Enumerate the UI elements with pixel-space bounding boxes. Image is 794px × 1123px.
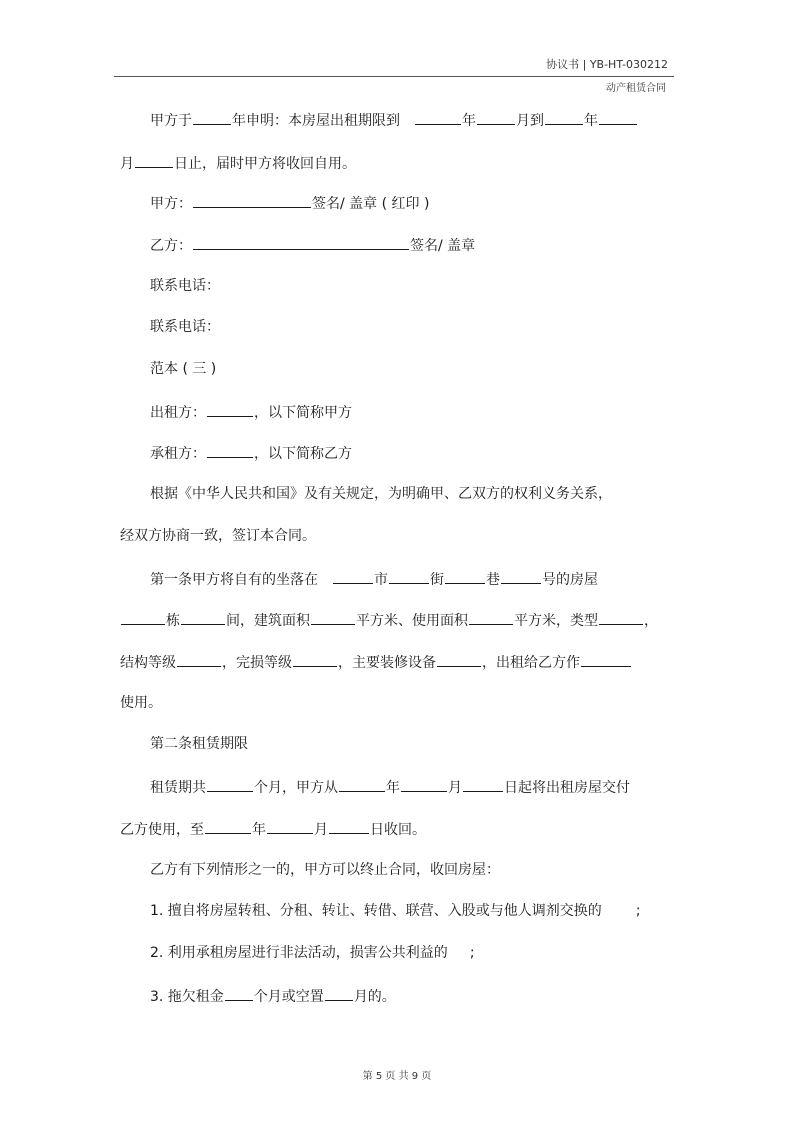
blank-field — [311, 610, 355, 625]
footer-text: 页 共 — [385, 1071, 409, 1082]
header-label: 协议书 — [546, 58, 580, 71]
text-segment: 月 — [120, 156, 134, 172]
blank-field — [121, 610, 165, 625]
blank-field — [177, 652, 221, 667]
text-segment: 甲方： — [150, 196, 192, 212]
text-segment: 栋 — [166, 613, 180, 629]
text-segment: 个月，甲方从 — [254, 780, 338, 796]
blank-field — [339, 777, 385, 792]
blank-field — [325, 986, 353, 1001]
text-segment: 个月或空置 — [253, 989, 324, 1005]
footer-text: 第 — [362, 1071, 373, 1082]
blank-field — [545, 110, 583, 125]
text-line — [150, 402, 352, 422]
text-segment: ，以下简称乙方 — [254, 446, 352, 462]
blank-field — [329, 819, 369, 834]
blank-field — [267, 819, 313, 834]
blank-field — [333, 569, 373, 584]
text-segment: 巷 — [486, 572, 500, 588]
text-segment: ; — [635, 903, 641, 919]
text-line — [120, 610, 658, 630]
text-segment: 2. 利用承租房屋进行非法活动，损害公共利益的 — [150, 945, 448, 961]
paragraph-line: 乙方有下列情形之一的，甲方可以终止合同，收回房屋： — [150, 862, 500, 878]
text-segment: 月的。 — [353, 989, 396, 1005]
text-segment: 街 — [430, 572, 444, 588]
contact-label: 联系电话： — [150, 278, 220, 294]
text-line — [150, 944, 475, 962]
text-segment: 月 — [448, 780, 462, 796]
text-segment: 月 — [314, 822, 328, 838]
text-segment: ，以下简称甲方 — [254, 405, 352, 421]
text-segment: 乙方使用，至 — [120, 822, 204, 838]
text-segment: ， — [644, 613, 658, 629]
text-segment: 第一条甲方将自有的坐落在 — [150, 572, 318, 588]
text-segment: 市 — [374, 572, 388, 588]
total-page-count: 9 — [411, 1071, 419, 1082]
text-line — [150, 443, 352, 463]
text-line — [150, 110, 638, 130]
blank-field — [463, 777, 503, 792]
text-segment: 年 — [462, 113, 476, 129]
section-title: 范本 ( 三 ) — [150, 361, 217, 377]
text-line — [150, 569, 598, 589]
text-segment: ，出租给乙方作 — [482, 655, 580, 671]
blank-field — [293, 652, 337, 667]
text-segment: 年 — [386, 780, 400, 796]
blank-field — [207, 443, 253, 458]
contact-label: 联系电话： — [150, 319, 220, 335]
text-segment: 3. 拖欠租金 — [150, 989, 224, 1005]
text-segment: 结构等级 — [120, 655, 176, 671]
blank-field — [181, 610, 225, 625]
text-segment: 1. 擅自将房屋转租、分租、转让、转借、联营、入股或与他人调剂交换的 — [150, 903, 602, 919]
blank-field — [193, 235, 409, 250]
header-code — [546, 56, 668, 72]
header-divider — [114, 76, 674, 77]
document-code: YB-HT-030212 — [589, 58, 668, 71]
text-segment: 日止，届时甲方将收回自用。 — [174, 156, 356, 172]
text-segment: 乙方： — [150, 238, 192, 254]
blank-field — [581, 652, 631, 667]
text-segment: 平方米，类型 — [514, 613, 598, 629]
paragraph-line: 根据《中华人民共和国》及有关规定，为明确甲、乙双方的权利义务关系， — [150, 486, 612, 502]
text-segment: 年申明：本房屋出租期限到 — [232, 113, 400, 129]
header-separator: | — [582, 58, 590, 71]
text-line — [150, 235, 475, 255]
blank-field — [599, 610, 643, 625]
blank-field — [205, 819, 251, 834]
footer-text: 页 — [421, 1071, 432, 1082]
blank-field — [207, 402, 253, 417]
blank-field — [469, 610, 513, 625]
text-segment: 签名/ 盖章 ( 红印 ) — [312, 196, 430, 212]
text-segment: 租赁期共 — [150, 780, 206, 796]
text-segment: 年 — [252, 822, 266, 838]
blank-field — [501, 569, 541, 584]
text-segment: ; — [469, 945, 475, 961]
text-line — [120, 153, 356, 173]
text-segment: 甲方于 — [150, 113, 192, 129]
blank-field — [415, 110, 461, 125]
text-segment: ，完损等级 — [222, 655, 292, 671]
text-line — [150, 777, 630, 797]
text-line — [150, 193, 429, 213]
text-segment: 平方米、使用面积 — [356, 613, 468, 629]
blank-field — [207, 777, 253, 792]
blank-field — [225, 986, 253, 1001]
text-line — [150, 902, 641, 920]
text-segment: 出租方： — [150, 405, 206, 421]
clause-heading: 第二条租赁期限 — [150, 736, 248, 752]
text-segment: 间，建筑面积 — [226, 613, 310, 629]
text-line — [120, 652, 632, 672]
paragraph-line: 经双方协商一致，签订本合同。 — [120, 528, 316, 544]
text-segment: 签名/ 盖章 — [410, 238, 476, 254]
text-line — [120, 819, 426, 839]
text-line — [150, 986, 396, 1006]
text-segment: 日收回。 — [370, 822, 426, 838]
blank-field — [477, 110, 515, 125]
text-segment: 日起将出租房屋交付 — [504, 780, 630, 796]
blank-field — [401, 777, 447, 792]
text-segment: 年 — [584, 113, 598, 129]
text-segment: 月到 — [516, 113, 544, 129]
page-footer — [0, 1067, 794, 1082]
blank-field — [445, 569, 485, 584]
text-segment: 承租方： — [150, 446, 206, 462]
text-segment: ，主要装修设备 — [338, 655, 436, 671]
blank-field — [135, 153, 173, 168]
text-segment: 号的房屋 — [542, 572, 598, 588]
blank-field — [437, 652, 481, 667]
blank-field — [193, 193, 311, 208]
blank-field — [193, 110, 231, 125]
blank-field — [389, 569, 429, 584]
header-subtitle: 动产租赁合同 — [606, 83, 666, 94]
paragraph-line: 使用。 — [120, 695, 162, 711]
current-page-number: 5 — [375, 1071, 383, 1082]
blank-field — [599, 110, 637, 125]
